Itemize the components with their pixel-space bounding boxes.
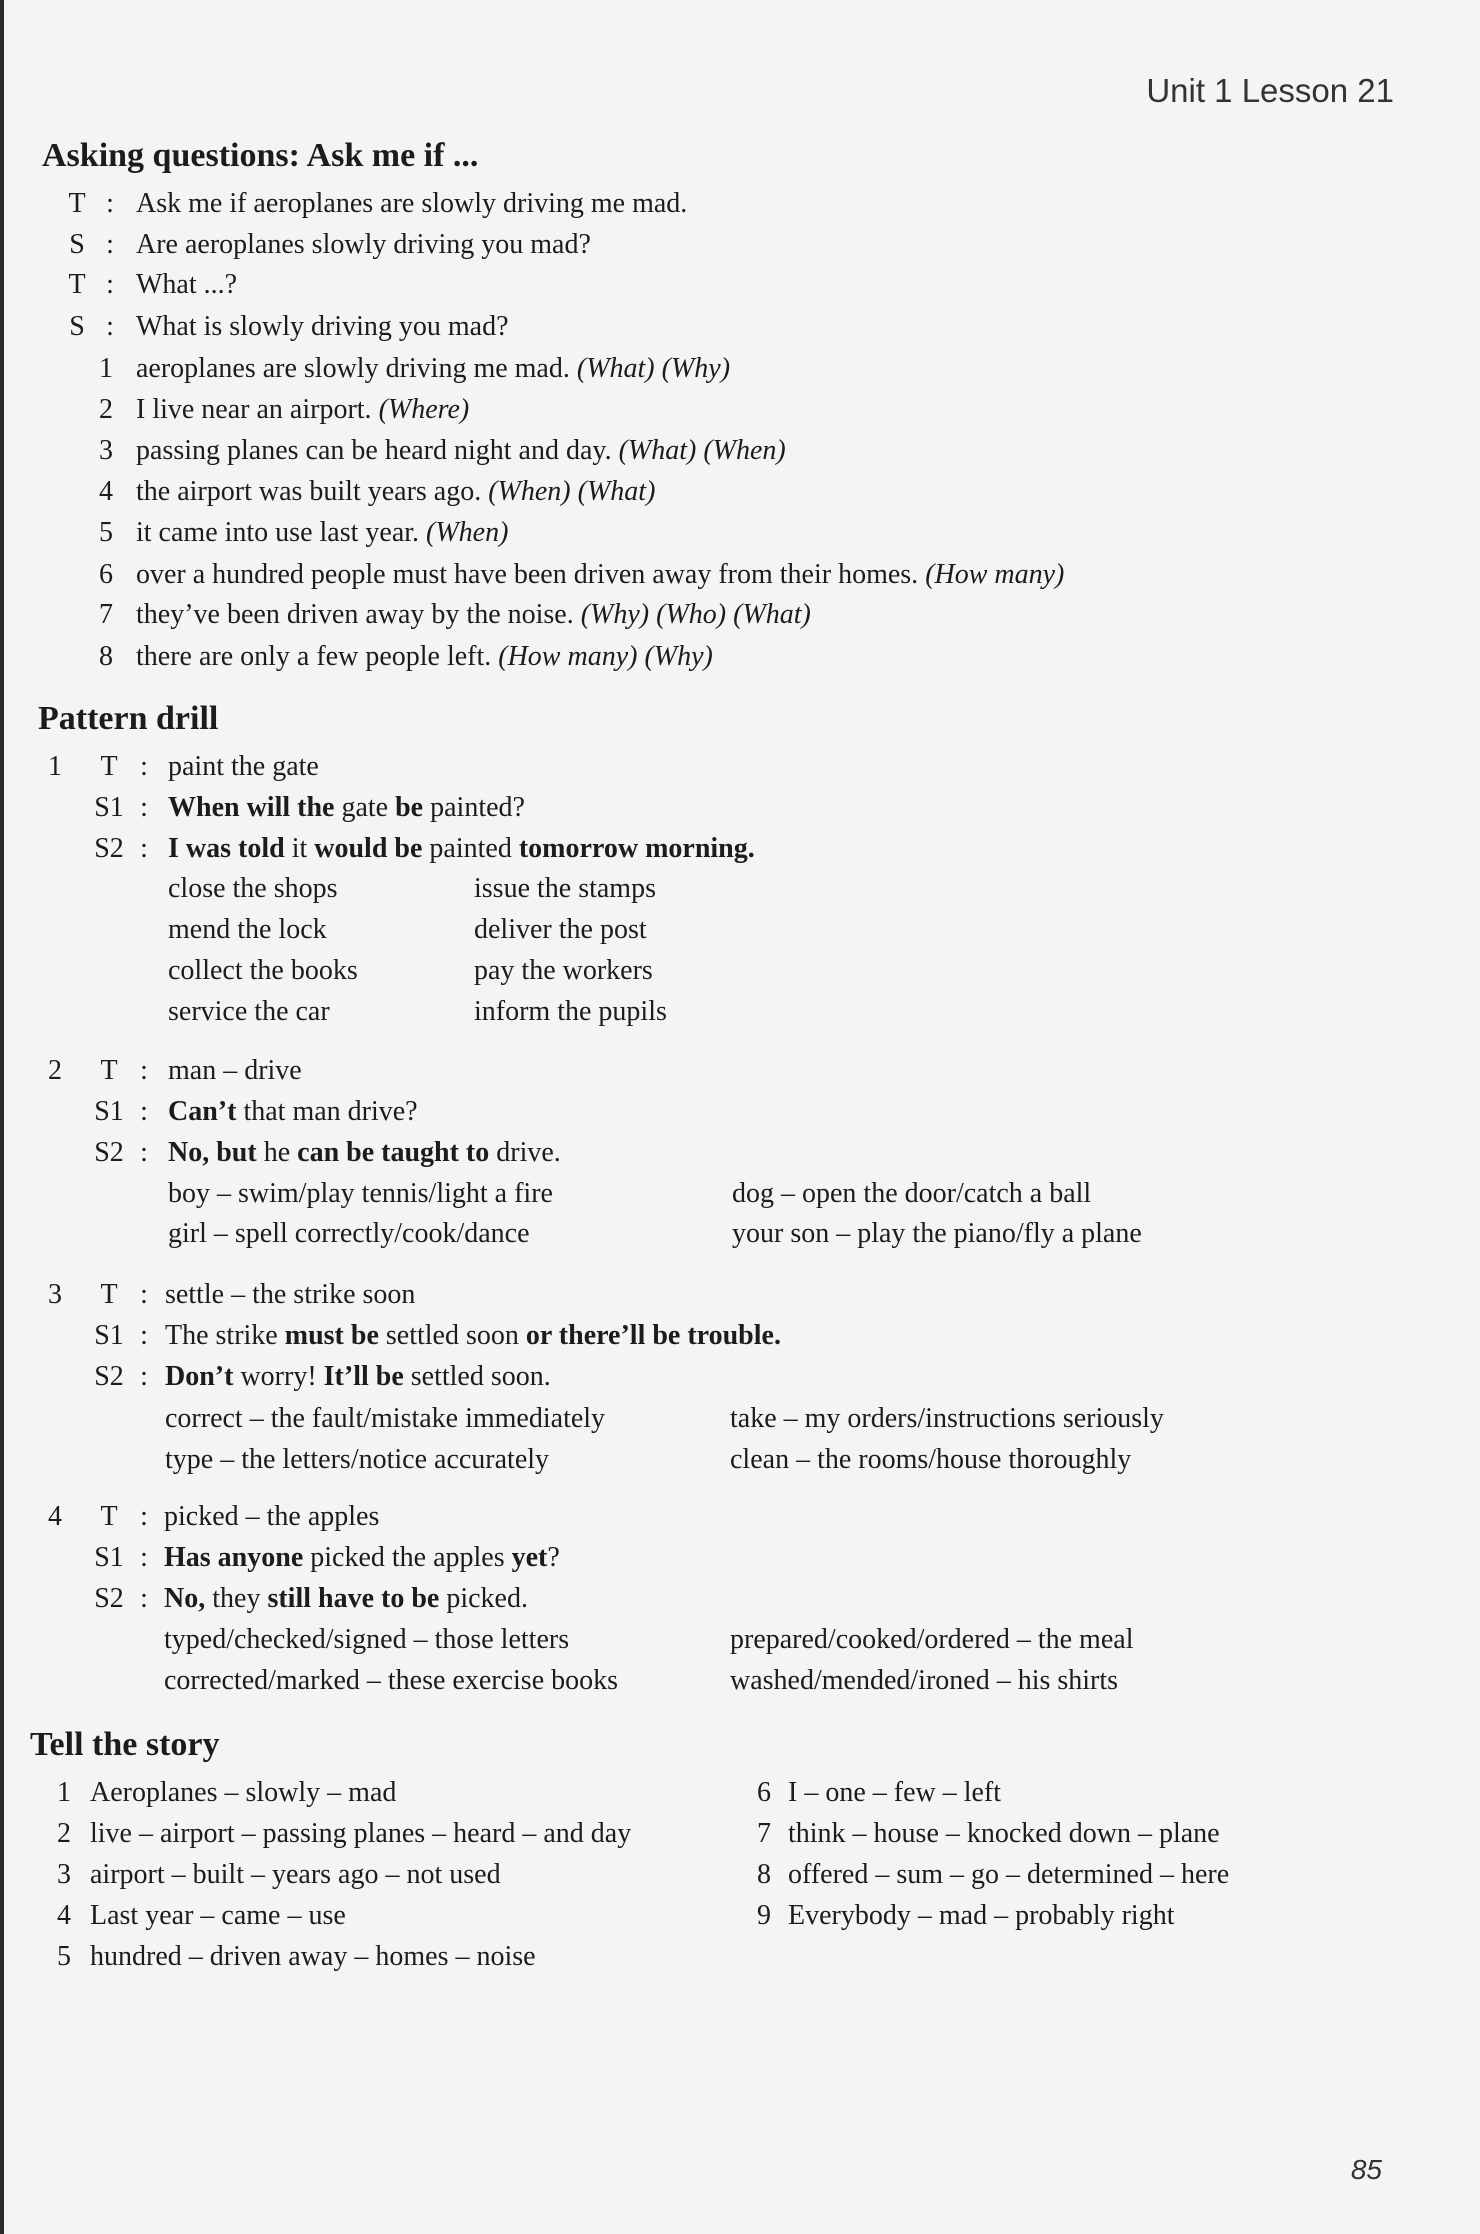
drill-number: 4 <box>48 1501 62 1532</box>
text-phrase: picked – the apples <box>164 1501 380 1532</box>
story-number: 2 <box>57 1818 71 1849</box>
question-cue: (What) <box>577 476 656 507</box>
speaker-label: S <box>69 229 85 260</box>
story-number: 5 <box>57 1941 71 1972</box>
story-number: 4 <box>57 1900 71 1931</box>
page-edge <box>0 0 4 2234</box>
speaker-label: S2 <box>94 833 124 864</box>
bold-phrase: would be <box>314 833 423 864</box>
substitution-cue: prepared/cooked/ordered – the meal <box>730 1624 1134 1655</box>
bold-phrase: still have to be <box>267 1583 440 1614</box>
item-number: 2 <box>99 394 113 425</box>
substitution-cue: issue the stamps <box>474 873 656 904</box>
dialogue-line: Are aeroplanes slowly driving you mad? <box>136 229 591 260</box>
drill-line <box>164 1582 528 1616</box>
text-phrase: settled soon. <box>403 1361 551 1392</box>
story-cue: airport – built – years ago – not used <box>90 1859 501 1890</box>
item-number: 7 <box>99 599 113 630</box>
question-item <box>136 640 713 674</box>
section-title-pattern-drill: Pattern drill <box>38 700 219 737</box>
speaker-label: S2 <box>94 1583 124 1614</box>
colon: : <box>106 311 114 342</box>
substitution-cue: girl – spell correctly/cook/dance <box>168 1218 530 1249</box>
colon: : <box>140 1137 148 1168</box>
bold-phrase: It’ll be <box>323 1361 404 1392</box>
dialogue-line: Ask me if aeroplanes are slowly driving me mad. <box>136 188 688 219</box>
colon: : <box>140 1542 148 1573</box>
substitution-cue: your son – play the piano/fly a plane <box>732 1218 1142 1249</box>
text-phrase: that man drive? <box>236 1096 418 1127</box>
colon: : <box>106 269 114 300</box>
substitution-cue: service the car <box>168 996 330 1027</box>
story-cue: I – one – few – left <box>788 1777 1002 1808</box>
item-number: 8 <box>99 641 113 672</box>
substitution-cue: boy – swim/play tennis/light a fire <box>168 1178 553 1209</box>
story-number: 8 <box>757 1859 771 1890</box>
story-cue: hundred – driven away – homes – noise <box>90 1941 536 1972</box>
speaker-label: T <box>68 188 86 219</box>
text-phrase: picked the apples <box>303 1542 512 1573</box>
story-number: 1 <box>57 1777 71 1808</box>
text-phrase: he <box>256 1137 298 1168</box>
question-cue: (When) <box>426 517 509 548</box>
bold-phrase: be <box>395 792 424 823</box>
drill-line <box>168 750 319 784</box>
question-cue: (How many) <box>925 559 1065 590</box>
page-number: 85 <box>1350 2154 1382 2185</box>
bold-phrase: tomorrow morning. <box>518 833 755 864</box>
colon: : <box>140 1096 148 1127</box>
substitution-cue: mend the lock <box>168 914 327 945</box>
drill-number: 1 <box>48 751 62 782</box>
text-phrase: gate <box>334 792 396 823</box>
substitution-cue: pay the workers <box>474 955 653 986</box>
text-phrase: worry! <box>233 1361 324 1392</box>
drill-line <box>168 791 525 825</box>
dialogue-line: What ...? <box>136 269 238 300</box>
substitution-cue: type – the letters/notice accurately <box>165 1444 550 1475</box>
question-cue: (Where) <box>378 394 470 425</box>
story-cue: live – airport – passing planes – heard – and day <box>90 1818 632 1849</box>
drill-line <box>165 1360 551 1394</box>
item-number: 3 <box>99 435 113 466</box>
story-cue: Everybody – mad – probably right <box>788 1900 1175 1931</box>
question-item <box>136 434 786 468</box>
question-cue: (When) <box>488 476 571 507</box>
colon: : <box>140 1320 148 1351</box>
unit-lesson-header: Unit 1 Lesson 21 <box>1146 72 1394 109</box>
story-number: 3 <box>57 1859 71 1890</box>
substitution-cue: typed/checked/signed – those letters <box>164 1624 570 1655</box>
colon: : <box>140 1361 148 1392</box>
speaker-label: T <box>100 1055 118 1086</box>
question-cue: (Who) <box>656 599 727 630</box>
speaker-label: T <box>100 1279 118 1310</box>
bold-phrase: When will the <box>168 792 335 823</box>
text-phrase: picked. <box>439 1583 528 1614</box>
story-cue: Aeroplanes – slowly – mad <box>90 1777 397 1808</box>
section-title-tell-the-story: Tell the story <box>30 1726 220 1763</box>
bold-phrase: can be taught to <box>297 1137 490 1168</box>
text-phrase: paint the gate <box>168 751 319 782</box>
story-cue: think – house – knocked down – plane <box>788 1818 1220 1849</box>
question-cue: (Why) <box>644 641 713 672</box>
question-cue: (What) <box>733 599 811 630</box>
colon: : <box>140 1055 148 1086</box>
substitution-cue: dog – open the door/catch a ball <box>732 1178 1092 1209</box>
drill-line <box>165 1319 781 1353</box>
question-cue: (How many) <box>498 641 638 672</box>
text-phrase: settle – the strike soon <box>165 1279 416 1310</box>
item-number: 5 <box>99 517 113 548</box>
story-number: 7 <box>757 1818 771 1849</box>
bold-phrase: I was told <box>168 833 285 864</box>
item-text: I live near an airport. <box>136 394 372 425</box>
bold-phrase: No, <box>164 1583 206 1614</box>
drill-line <box>168 832 755 866</box>
story-cue: offered – sum – go – determined – here <box>788 1859 1230 1890</box>
item-number: 1 <box>99 353 113 384</box>
text-phrase: ? <box>547 1542 560 1573</box>
question-cue: (What) <box>618 435 697 466</box>
item-text: they’ve been driven away by the noise. <box>136 599 574 630</box>
speaker-label: T <box>100 751 118 782</box>
item-text: the airport was built years ago. <box>136 476 482 507</box>
question-cue: (When) <box>703 435 786 466</box>
text-phrase: it <box>284 833 315 864</box>
substitution-cue: clean – the rooms/house thoroughly <box>730 1444 1132 1475</box>
speaker-label: S2 <box>94 1361 124 1392</box>
drill-line <box>168 1095 418 1129</box>
text-phrase: The strike <box>165 1320 285 1351</box>
text-phrase: drive. <box>489 1137 561 1168</box>
bold-phrase: No, but <box>168 1137 257 1168</box>
item-text: there are only a few people left. <box>136 641 492 672</box>
colon: : <box>140 833 148 864</box>
item-number: 4 <box>99 476 113 507</box>
bold-phrase: must be <box>284 1320 379 1351</box>
question-cue: (Why) <box>661 353 731 384</box>
speaker-label: S1 <box>94 792 124 823</box>
story-number: 6 <box>757 1777 771 1808</box>
question-cue: (Why) <box>580 599 650 630</box>
bold-phrase: Has anyone <box>164 1542 304 1573</box>
substitution-cue: close the shops <box>168 873 338 904</box>
text-phrase: painted <box>422 833 519 864</box>
question-item <box>136 475 655 509</box>
question-item <box>136 352 730 386</box>
substitution-cue: correct – the fault/mistake immediately <box>165 1403 606 1434</box>
drill-line <box>168 1136 561 1170</box>
drill-line <box>164 1541 560 1575</box>
story-number: 9 <box>757 1900 771 1931</box>
question-item <box>136 558 1064 592</box>
speaker-label: S <box>69 311 85 342</box>
item-number: 6 <box>99 559 113 590</box>
speaker-label: S2 <box>94 1137 124 1168</box>
text-phrase: they <box>205 1583 268 1614</box>
speaker-label: S1 <box>94 1096 124 1127</box>
drill-line <box>165 1278 415 1312</box>
colon: : <box>140 1279 148 1310</box>
question-item <box>136 393 469 427</box>
question-cue: (What) <box>576 353 655 384</box>
colon: : <box>140 751 148 782</box>
substitution-cue: take – my orders/instructions seriously <box>730 1403 1164 1434</box>
drill-number: 2 <box>48 1055 62 1086</box>
text-phrase: settled soon <box>378 1320 526 1351</box>
text-phrase: man – drive <box>168 1055 302 1086</box>
question-item <box>136 598 811 632</box>
substitution-cue: corrected/marked – these exercise books <box>164 1665 619 1696</box>
colon: : <box>140 1501 148 1532</box>
bold-phrase: yet <box>511 1542 548 1573</box>
item-text: passing planes can be heard night and day. <box>136 435 612 466</box>
drill-line <box>168 1054 302 1088</box>
speaker-label: T <box>100 1501 118 1532</box>
substitution-cue: deliver the post <box>474 914 647 945</box>
bold-phrase: Can’t <box>168 1096 237 1127</box>
bold-phrase: Don’t <box>165 1361 234 1392</box>
speaker-label: S1 <box>94 1542 124 1573</box>
question-item <box>136 516 508 550</box>
item-text: aeroplanes are slowly driving me mad. <box>136 353 570 384</box>
story-cue: Last year – came – use <box>90 1900 346 1931</box>
colon: : <box>140 1583 148 1614</box>
speaker-label: S1 <box>94 1320 124 1351</box>
colon: : <box>140 792 148 823</box>
drill-line <box>164 1500 379 1534</box>
item-text: over a hundred people must have been driven away from their homes. <box>136 559 919 590</box>
dialogue-line: What is slowly driving you mad? <box>136 311 509 342</box>
section-title-asking-questions: Asking questions: Ask me if ... <box>42 137 479 174</box>
substitution-cue: washed/mended/ironed – his shirts <box>730 1665 1119 1696</box>
speaker-label: T <box>68 269 86 300</box>
text-phrase: painted? <box>423 792 525 823</box>
item-text: it came into use last year. <box>136 517 420 548</box>
substitution-cue: collect the books <box>168 955 358 986</box>
colon: : <box>106 229 114 260</box>
bold-phrase: or there’ll be trouble. <box>525 1320 781 1351</box>
substitution-cue: inform the pupils <box>474 996 667 1027</box>
drill-number: 3 <box>48 1279 62 1310</box>
colon: : <box>106 188 114 219</box>
